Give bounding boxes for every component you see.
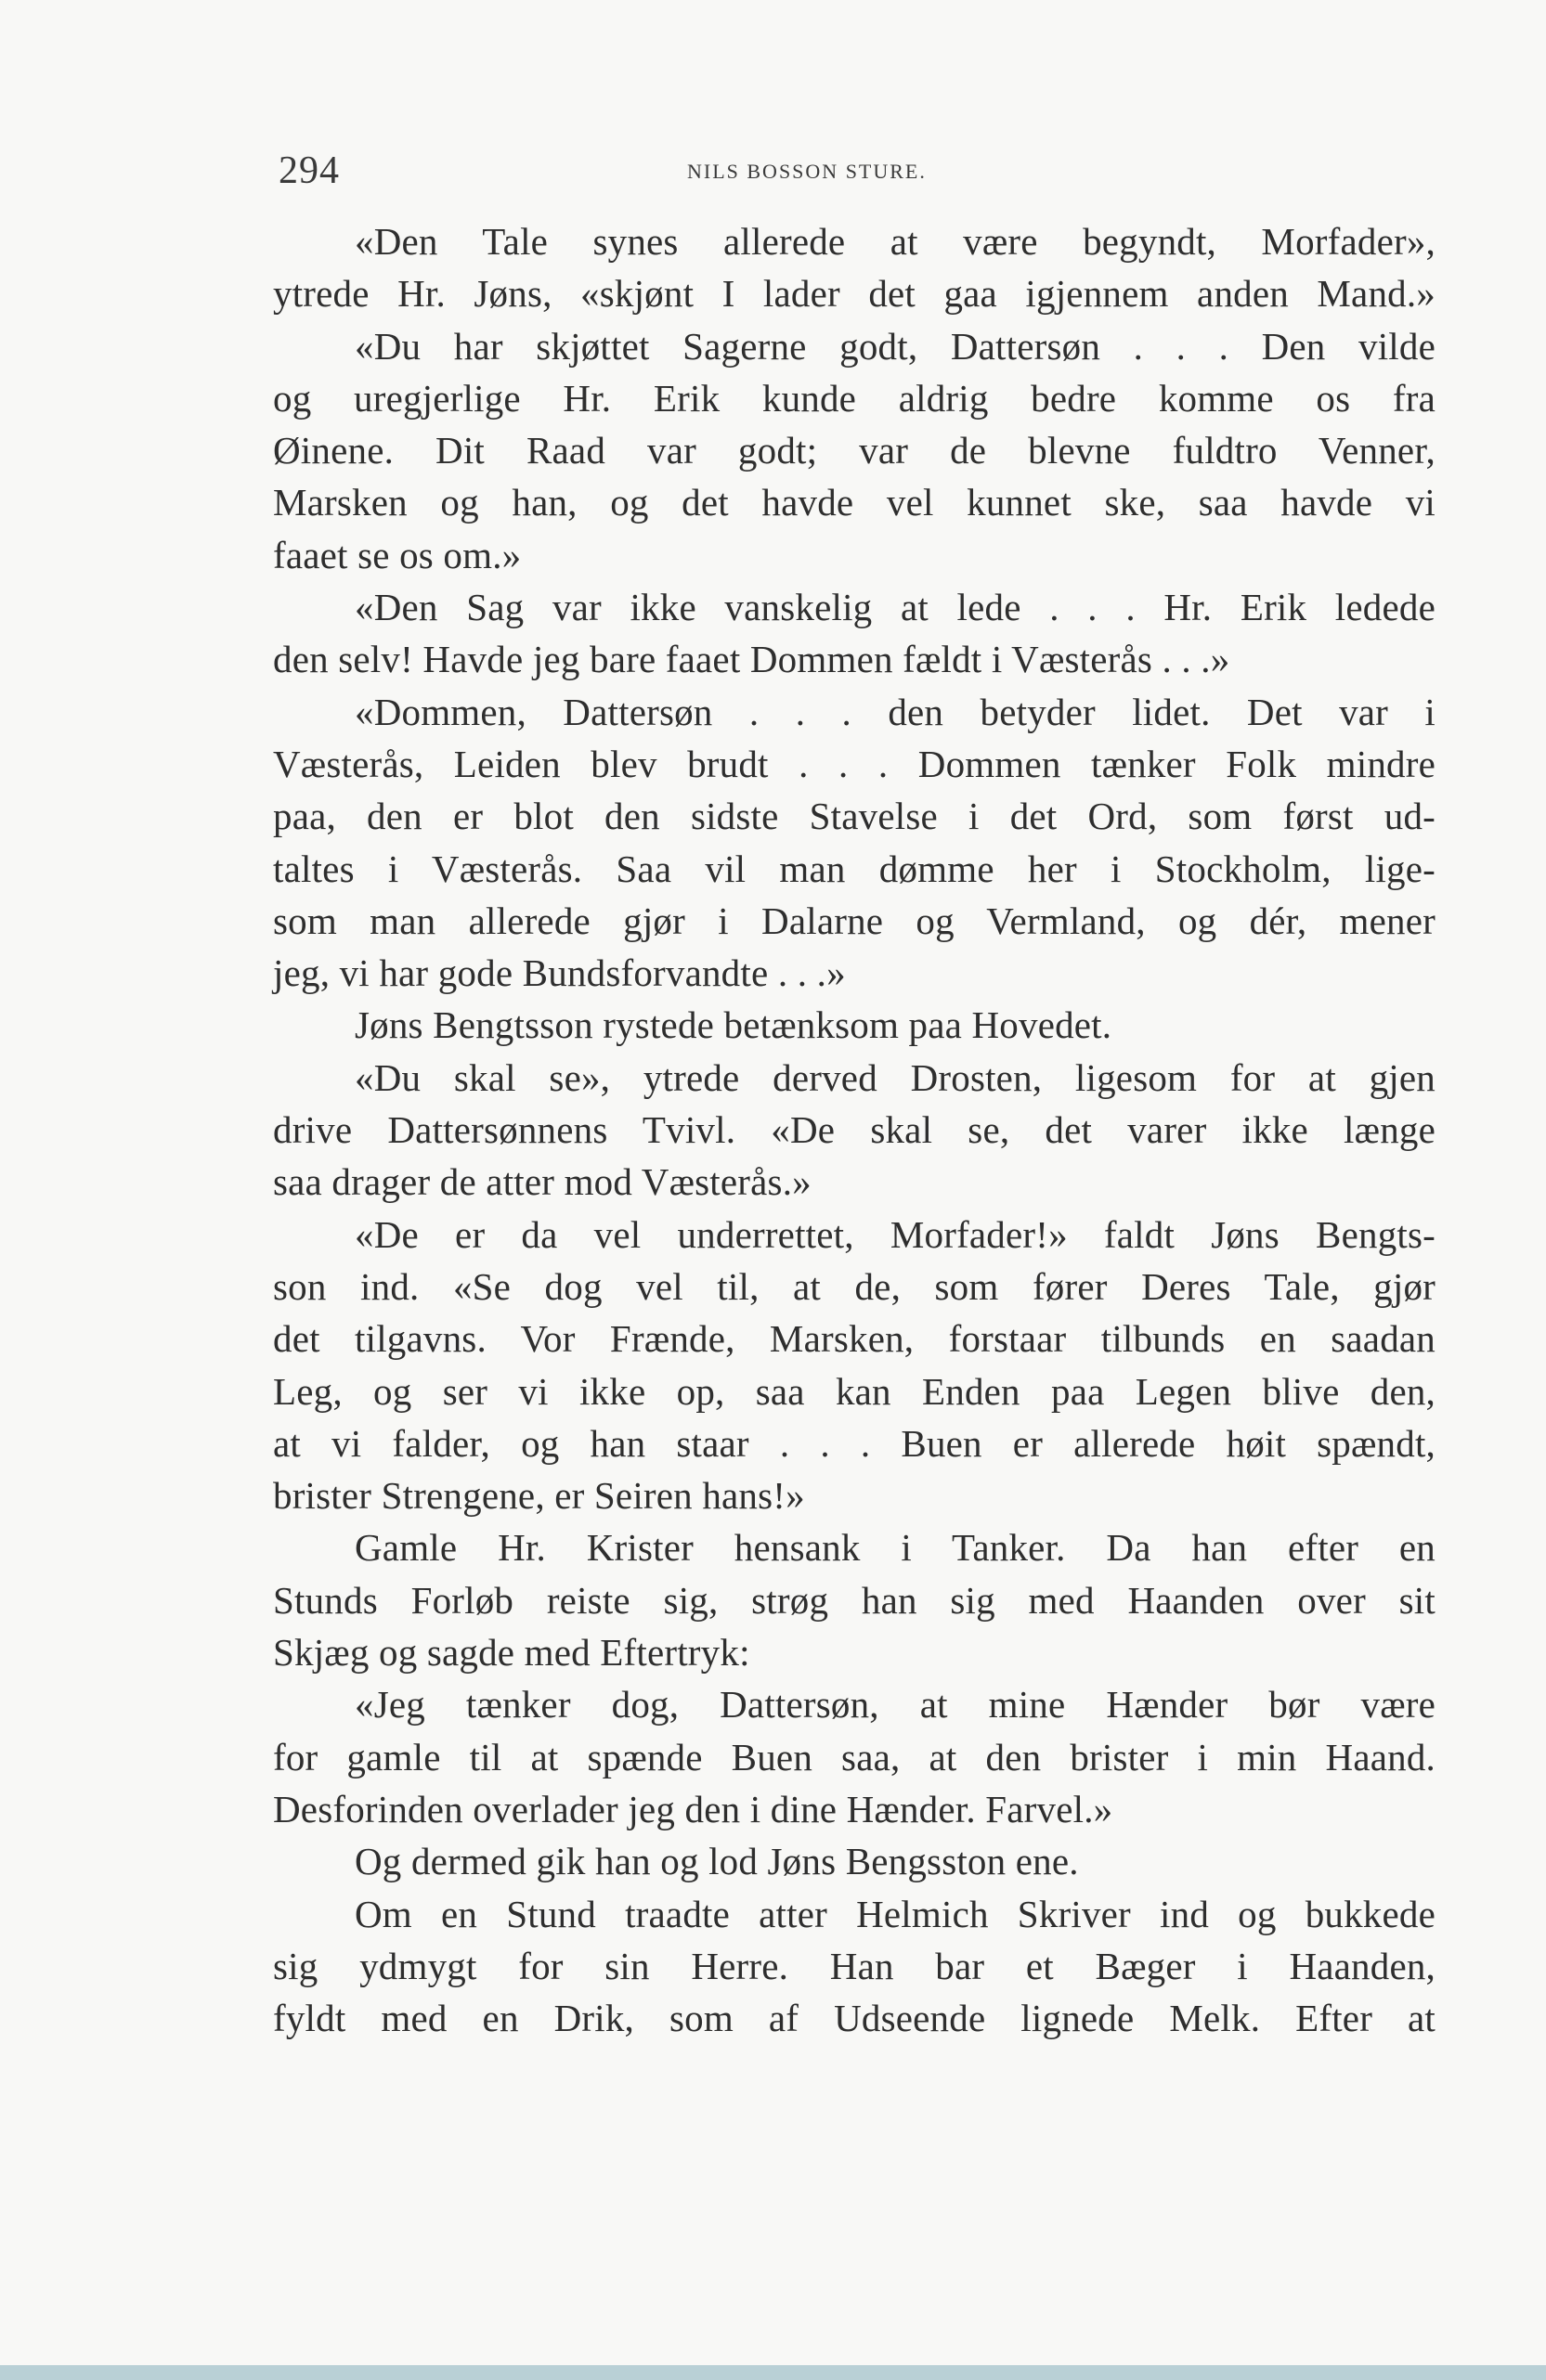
text-line: Stunds Forløb reiste sig, strøg han sig med Haanden over sit bbox=[273, 1578, 1436, 1622]
text-line: son ind. «Se dog vel til, at de, som fører Deres Tale, gjør bbox=[273, 1264, 1436, 1308]
text-line: Jøns Bengtsson rystede betænksom paa Hovedet. bbox=[355, 1003, 1112, 1047]
text-line: «Dommen, Dattersøn . . . den betyder lidet. Det var i bbox=[355, 690, 1436, 733]
text-line: taltes i Væsterås. Saa vil man dømme her i Stockholm, lige- bbox=[273, 847, 1436, 890]
text-line: saa drager de atter mod Væsterås.» bbox=[273, 1160, 812, 1204]
text-line: faaet se os om.» bbox=[273, 533, 522, 576]
text-line: brister Strengene, er Seiren hans!» bbox=[273, 1474, 805, 1518]
body-text bbox=[273, 215, 1436, 2044]
text-line: Øinene. Dit Raad var godt; var de blevne fuldtro Venner, bbox=[273, 429, 1436, 472]
text-line: og uregjerlige Hr. Erik kunde aldrig bedre komme os fra bbox=[273, 376, 1436, 420]
text-line: som man allerede gjør i Dalarne og Vermland, og dér, mener bbox=[273, 899, 1436, 942]
text-line: «Jeg tænker dog, Dattersøn, at mine Hænder bør være bbox=[355, 1683, 1436, 1727]
text-line: Væsterås, Leiden blev brudt . . . Dommen tænker Folk mindre bbox=[273, 742, 1436, 785]
text-line: Og dermed gik han og lod Jøns Bengsston ene. bbox=[355, 1840, 1079, 1883]
text-line: at vi falder, og han staar . . . Buen er allerede høit spændt, bbox=[273, 1421, 1436, 1465]
text-line: Gamle Hr. Krister hensank i Tanker. Da han efter en bbox=[355, 1526, 1436, 1570]
text-line: for gamle til at spænde Buen saa, at den brister i min Haand. bbox=[273, 1735, 1436, 1779]
text-line: jeg, vi har gode Bundsforvandte . . .» bbox=[273, 951, 846, 995]
text-line: Marsken og han, og det havde vel kunnet ske, saa havde vi bbox=[273, 481, 1436, 524]
text-line: Om en Stund traadte atter Helmich Skriver ind og bukkede bbox=[355, 1892, 1436, 1935]
text-line: den selv! Havde jeg bare faaet Dommen fældt i Væsterås . . .» bbox=[273, 638, 1230, 681]
text-line: Desforinden overlader jeg den i dine Hænder. Farvel.» bbox=[273, 1787, 1113, 1830]
running-title: NILS BOSSON STURE. bbox=[687, 160, 927, 183]
page-number: 294 bbox=[279, 149, 340, 192]
text-line: «Den Tale synes allerede at være begyndt, Morfader», bbox=[355, 220, 1436, 263]
text-line: sig ydmygt for sin Herre. Han bar et Bæger i Haanden, bbox=[273, 1944, 1436, 1987]
text-line: ytrede Hr. Jøns, «skjønt I lader det gaa igjennem anden Mand.» bbox=[273, 272, 1436, 316]
text-line: «Du har skjøttet Sagerne godt, Dattersøn . . . Den vilde bbox=[355, 324, 1436, 368]
text-line: drive Dattersønnens Tvivl. «De skal se, det varer ikke længe bbox=[273, 1108, 1436, 1152]
scan-edge bbox=[0, 2365, 1546, 2380]
text-line: Skjæg og sagde med Eftertryk: bbox=[273, 1631, 750, 1675]
text-line: «Den Sag var ikke vanskelig at lede . . . Hr. Erik ledede bbox=[355, 586, 1436, 629]
text-line: paa, den er blot den sidste Stavelse i det Ord, som først ud- bbox=[273, 795, 1436, 838]
text-line: Leg, og ser vi ikke op, saa kan Enden paa Legen blive den, bbox=[273, 1369, 1436, 1413]
text-line: «De er da vel underrettet, Morfader!» faldt Jøns Bengts- bbox=[355, 1212, 1436, 1256]
text-line: «Du skal se», ytrede derved Drosten, ligesom for at gjen bbox=[355, 1055, 1436, 1099]
text-line: fyldt med en Drik, som af Udseende lignede Melk. Efter at bbox=[273, 1997, 1436, 2040]
text-line: det tilgavns. Vor Frænde, Marsken, forstaar tilbunds en saadan bbox=[273, 1317, 1436, 1361]
page-header bbox=[279, 149, 1439, 195]
